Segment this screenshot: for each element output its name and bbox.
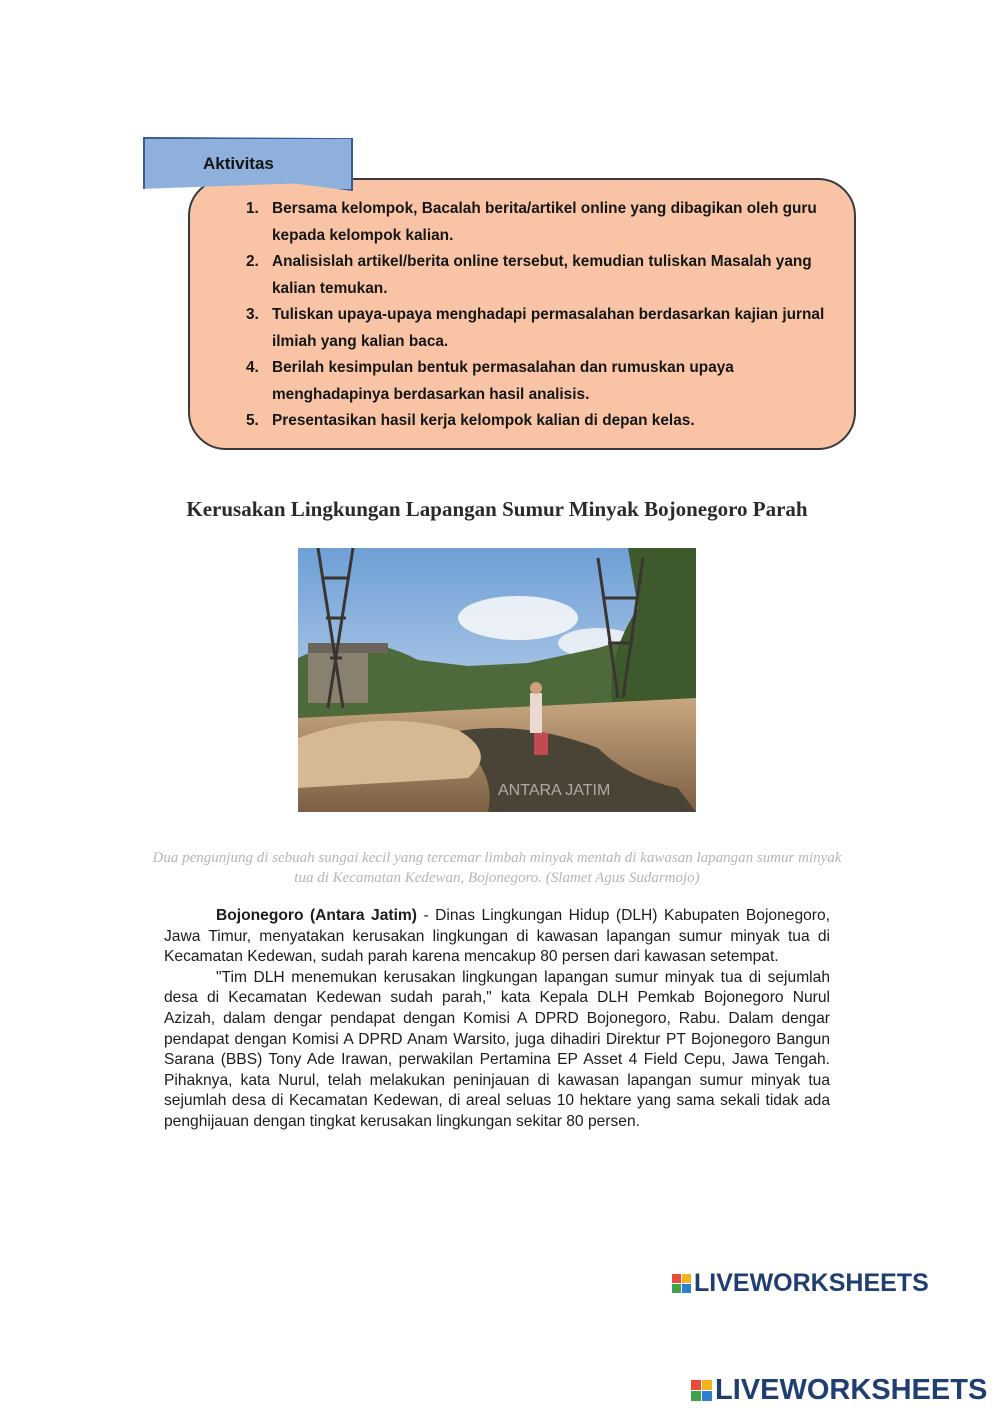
activity-item [246,408,846,435]
activity-item-number: 5. [246,412,259,429]
photo-watermark: ANTARA JATIM [498,782,611,799]
article-body [164,906,830,1133]
activity-item-number: 4. [246,359,259,376]
activity-item [246,196,846,249]
article-paragraph-text: - Dinas Lingkungan Hidup (DLH) Kabupaten Bojonegoro, Jawa Timur, menyatakan kerusakan lingkungan di kawasan lapangan sumur minyak tua di Kecamatan Kedewan, sudah parah karena mencakup 80 persen dari kawasan setempat. [164,907,830,966]
article-photo [298,548,696,812]
activity-item [246,249,846,302]
liveworksheets-logo-icon [691,1380,712,1401]
liveworksheets-logo-icon [672,1274,691,1293]
activity-item-number: 1. [246,200,259,217]
activity-item-text: Tuliskan upaya-upaya menghadapi permasalahan berdasarkan kajian jurnal ilmiah yang kalian baca. [272,306,825,350]
activity-item-text: Presentasikan hasil kerja kelompok kalian di depan kelas. [272,412,695,429]
activity-item [246,302,846,355]
activity-item [246,355,846,408]
activity-item-number: 2. [246,253,259,270]
liveworksheets-logo-footer [691,1374,987,1407]
article-paragraph [164,906,830,968]
liveworksheets-logo-text: LIVEWORKSHEETS [694,1269,929,1297]
photo-caption: Dua pengunjung di sebuah sungai kecil yang tercemar limbah minyak mentah di kawasan lapangan sumur minyak tua di Kecamatan Kedewan, Bojonegoro. (Slamet Agus Sudarmojo) [152,850,842,886]
activity-item-text: Analisislah artikel/berita online tersebut, kemudian tuliskan Masalah yang kalian temukan. [272,253,812,297]
activity-list [246,196,846,435]
liveworksheets-logo [672,1269,929,1298]
activity-item-number: 3. [246,306,259,323]
article-title: Kerusakan Lingkungan Lapangan Sumur Minyak Bojonegoro Parah [186,497,808,521]
article-dateline: Bojonegoro (Antara Jatim) [216,907,417,924]
activity-title: Aktivitas [203,154,274,173]
article-paragraph: "Tim DLH menemukan kerusakan lingkungan lapangan sumur minyak tua di sejumlah desa di Kecamatan Kedewan sudah parah," kata Kepala DLH Pemkab Bojonegoro Nurul Azizah, dalam dengar pendapat dengan Komisi A DPRD Bojonegoro, Rabu. Dalam dengar pendapat dengan Komisi A DPRD Anam Warsito, juga dihadiri Direktur PT Bojonegoro Bangun Sarana (BBS) Tony Ade Irawan, perwakilan Pertamina EP Asset 4 Field Cepu, Jawa Tengah. Pihaknya, kata Nurul, telah melakukan peninjauan di kawasan lapangan sumur minyak tua sejumlah desa di Kecamatan Kedewan, di areal seluas 10 hektare yang sama sekali tidak ada penghijauan dengan tingkat kerusakan lingkungan sekitar 80 persen. [164,968,830,1130]
activity-item-text: Bersama kelompok, Bacalah berita/artikel online yang dibagikan oleh guru kepada kelompok kalian. [272,200,817,244]
activity-item-text: Berilah kesimpulan bentuk permasalahan dan rumuskan upaya menghadapinya berdasarkan hasil analisis. [272,359,734,403]
liveworksheets-logo-text: LIVEWORKSHEETS [715,1374,988,1406]
